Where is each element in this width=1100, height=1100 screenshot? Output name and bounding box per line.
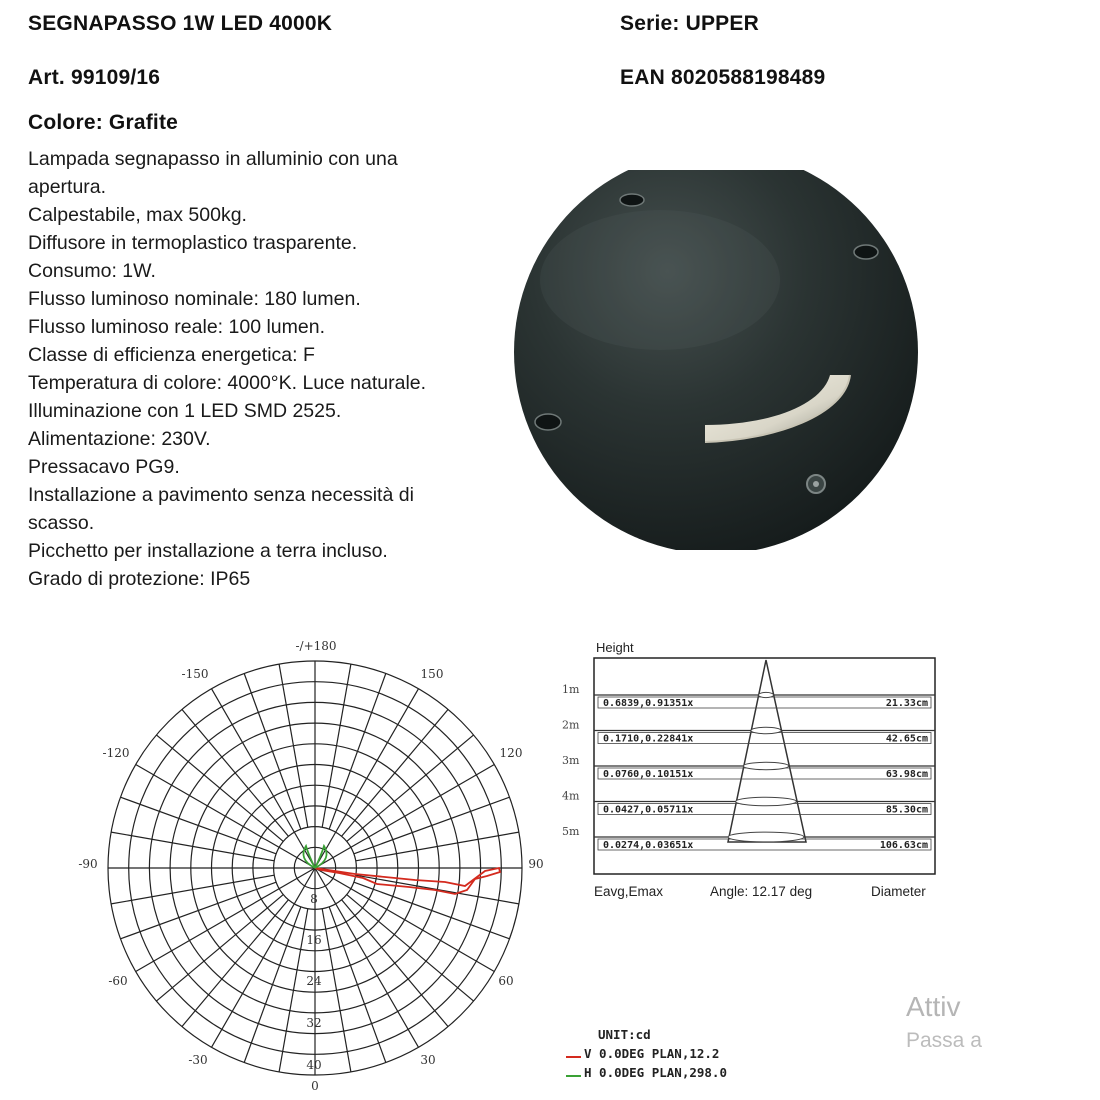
polar-spoke xyxy=(182,900,289,1027)
row-eavg-value: 0.0760,0.10151x xyxy=(603,769,694,780)
legend-v-swatch xyxy=(566,1056,581,1058)
cone-section xyxy=(728,832,804,842)
watermark-line1: Attiv xyxy=(906,991,961,1022)
polar-spoke xyxy=(356,875,519,904)
polar-spoke xyxy=(244,674,301,830)
row-eavg-value: 0.0274,0.03651x xyxy=(603,840,694,851)
row-eavg-value: 0.6839,0.91351x xyxy=(603,698,694,709)
description-line: Alimentazione: 230V. xyxy=(28,428,211,450)
row-height-label: 3m xyxy=(562,754,580,767)
polar-spoke xyxy=(111,832,274,861)
angle-label: 150 xyxy=(420,667,444,681)
angle-label: -90 xyxy=(78,857,98,871)
polar-spoke xyxy=(322,664,351,827)
cone-rows xyxy=(562,683,935,851)
product-image xyxy=(500,170,940,550)
polar-spoke xyxy=(121,882,277,939)
cone-section xyxy=(759,692,774,697)
angle-label: -150 xyxy=(181,667,209,681)
radial-label: 40 xyxy=(306,1058,322,1072)
lamp-highlight xyxy=(540,210,780,350)
polar-spoke xyxy=(354,797,510,854)
angle-label: 120 xyxy=(499,746,523,760)
radial-label: 32 xyxy=(306,1016,322,1030)
row-height-label: 5m xyxy=(562,825,580,838)
row-diameter-value: 42.65cm xyxy=(885,733,928,745)
description-line: Lampada segnapasso in alluminio con una xyxy=(28,148,398,170)
polar-spoke xyxy=(182,709,289,836)
polar-spoke xyxy=(279,664,308,827)
polar-spoke xyxy=(156,735,283,842)
description-line: Classe di efficienza energetica: F xyxy=(28,344,315,366)
product-description xyxy=(28,145,488,593)
legend-v xyxy=(566,1044,727,1063)
series-label: Serie: UPPER xyxy=(620,12,759,35)
angle-label: -120 xyxy=(102,746,130,760)
height-label: Height xyxy=(596,640,634,655)
polar-spoke xyxy=(156,895,283,1002)
h-plane-curve-left xyxy=(303,846,315,868)
polar-spoke xyxy=(356,832,519,861)
col-angle: Angle: 12.17 deg xyxy=(710,884,813,899)
description-line: Calpestabile, max 500kg. xyxy=(28,204,247,226)
row-height-label: 1m xyxy=(562,683,580,696)
row-eavg-value: 0.1710,0.22841x xyxy=(603,733,694,745)
radial-label: 8 xyxy=(310,892,318,906)
legend-h xyxy=(566,1063,727,1082)
polar-spoke xyxy=(329,674,386,830)
watermark-line2: Passa a xyxy=(906,1029,982,1052)
row-height-label: 2m xyxy=(562,718,580,732)
col-eavg: Eavg,Emax xyxy=(594,884,664,899)
row-diameter-value: 21.33cm xyxy=(885,698,928,709)
polar-spoke xyxy=(322,909,351,1072)
col-diameter: Diameter xyxy=(871,884,926,899)
description-line: Diffusore in termoplastico trasparente. xyxy=(28,232,358,254)
radial-label: 24 xyxy=(306,974,322,988)
description-line: Installazione a pavimento senza necessità di xyxy=(28,484,414,506)
angle-label: 60 xyxy=(498,974,514,988)
polar-spoke xyxy=(342,900,449,1027)
description-line: Illuminazione con 1 LED SMD 2525. xyxy=(28,400,342,422)
row-diameter-value: 85.30cm xyxy=(885,804,928,816)
row-diameter-value: 63.98cm xyxy=(885,769,928,780)
product-title: SEGNAPASSO 1W LED 4000K xyxy=(28,12,333,35)
row-eavg-value: 0.0427,0.05711x xyxy=(603,804,694,816)
description-line: Picchetto per installazione a terra incluso. xyxy=(28,540,388,562)
cone-section xyxy=(743,762,788,769)
screw-slot xyxy=(535,414,561,430)
row-height-label: 4m xyxy=(562,789,580,803)
cone-section xyxy=(751,727,781,733)
polar-spoke xyxy=(342,709,449,836)
polar-spoke xyxy=(121,797,277,854)
description-line: Temperatura di colore: 4000°K. Luce naturale. xyxy=(28,372,427,394)
description-line: Flusso luminoso nominale: 180 lumen. xyxy=(28,288,361,310)
legend-h-label: H 0.0DEG PLAN,298.0 xyxy=(584,1065,727,1080)
unit-label: UNIT:cd xyxy=(598,1027,651,1042)
polar-spoke xyxy=(244,907,301,1063)
row-diameter-value: 106.63cm xyxy=(879,840,928,851)
ean-code: EAN 8020588198489 xyxy=(620,66,826,89)
legend-v-label: V 0.0DEG PLAN,12.2 xyxy=(584,1046,720,1061)
angle-label: 30 xyxy=(420,1053,436,1067)
radial-label: 16 xyxy=(306,933,322,947)
article-number: Art. 99109/16 xyxy=(28,66,161,89)
polar-spoke xyxy=(354,882,510,939)
polar-legend xyxy=(566,1025,727,1082)
polar-spoke xyxy=(329,907,386,1063)
cone-section xyxy=(736,797,797,806)
activation-watermark xyxy=(906,990,982,1058)
angle-label: 0 xyxy=(311,1079,319,1093)
polar-spoke xyxy=(279,909,308,1072)
polar-spoke xyxy=(111,875,274,904)
polar-spoke xyxy=(347,735,474,842)
polar-spoke xyxy=(347,895,474,1002)
color-label: Colore: Grafite xyxy=(28,111,179,134)
description-line: apertura. xyxy=(28,176,107,198)
description-line: scasso. xyxy=(28,512,95,534)
v-plane-curve xyxy=(315,868,500,894)
screw-slot xyxy=(854,245,878,259)
description-line: Grado di protezione: IP65 xyxy=(28,568,251,590)
h-plane-curve-right xyxy=(315,846,327,868)
screw-slot xyxy=(620,194,644,206)
legend-h-swatch xyxy=(566,1075,581,1077)
angle-label: -30 xyxy=(188,1053,208,1067)
description-line: Consumo: 1W. xyxy=(28,260,156,282)
description-line: Pressacavo PG9. xyxy=(28,456,180,478)
description-line: Flusso luminoso reale: 100 lumen. xyxy=(28,316,325,338)
angle-label: -/+180 xyxy=(295,639,337,653)
polar-diagram xyxy=(70,630,570,1100)
angle-label: 90 xyxy=(528,857,544,871)
angle-label: -60 xyxy=(108,974,128,988)
illuminance-cone-diagram xyxy=(560,630,950,910)
